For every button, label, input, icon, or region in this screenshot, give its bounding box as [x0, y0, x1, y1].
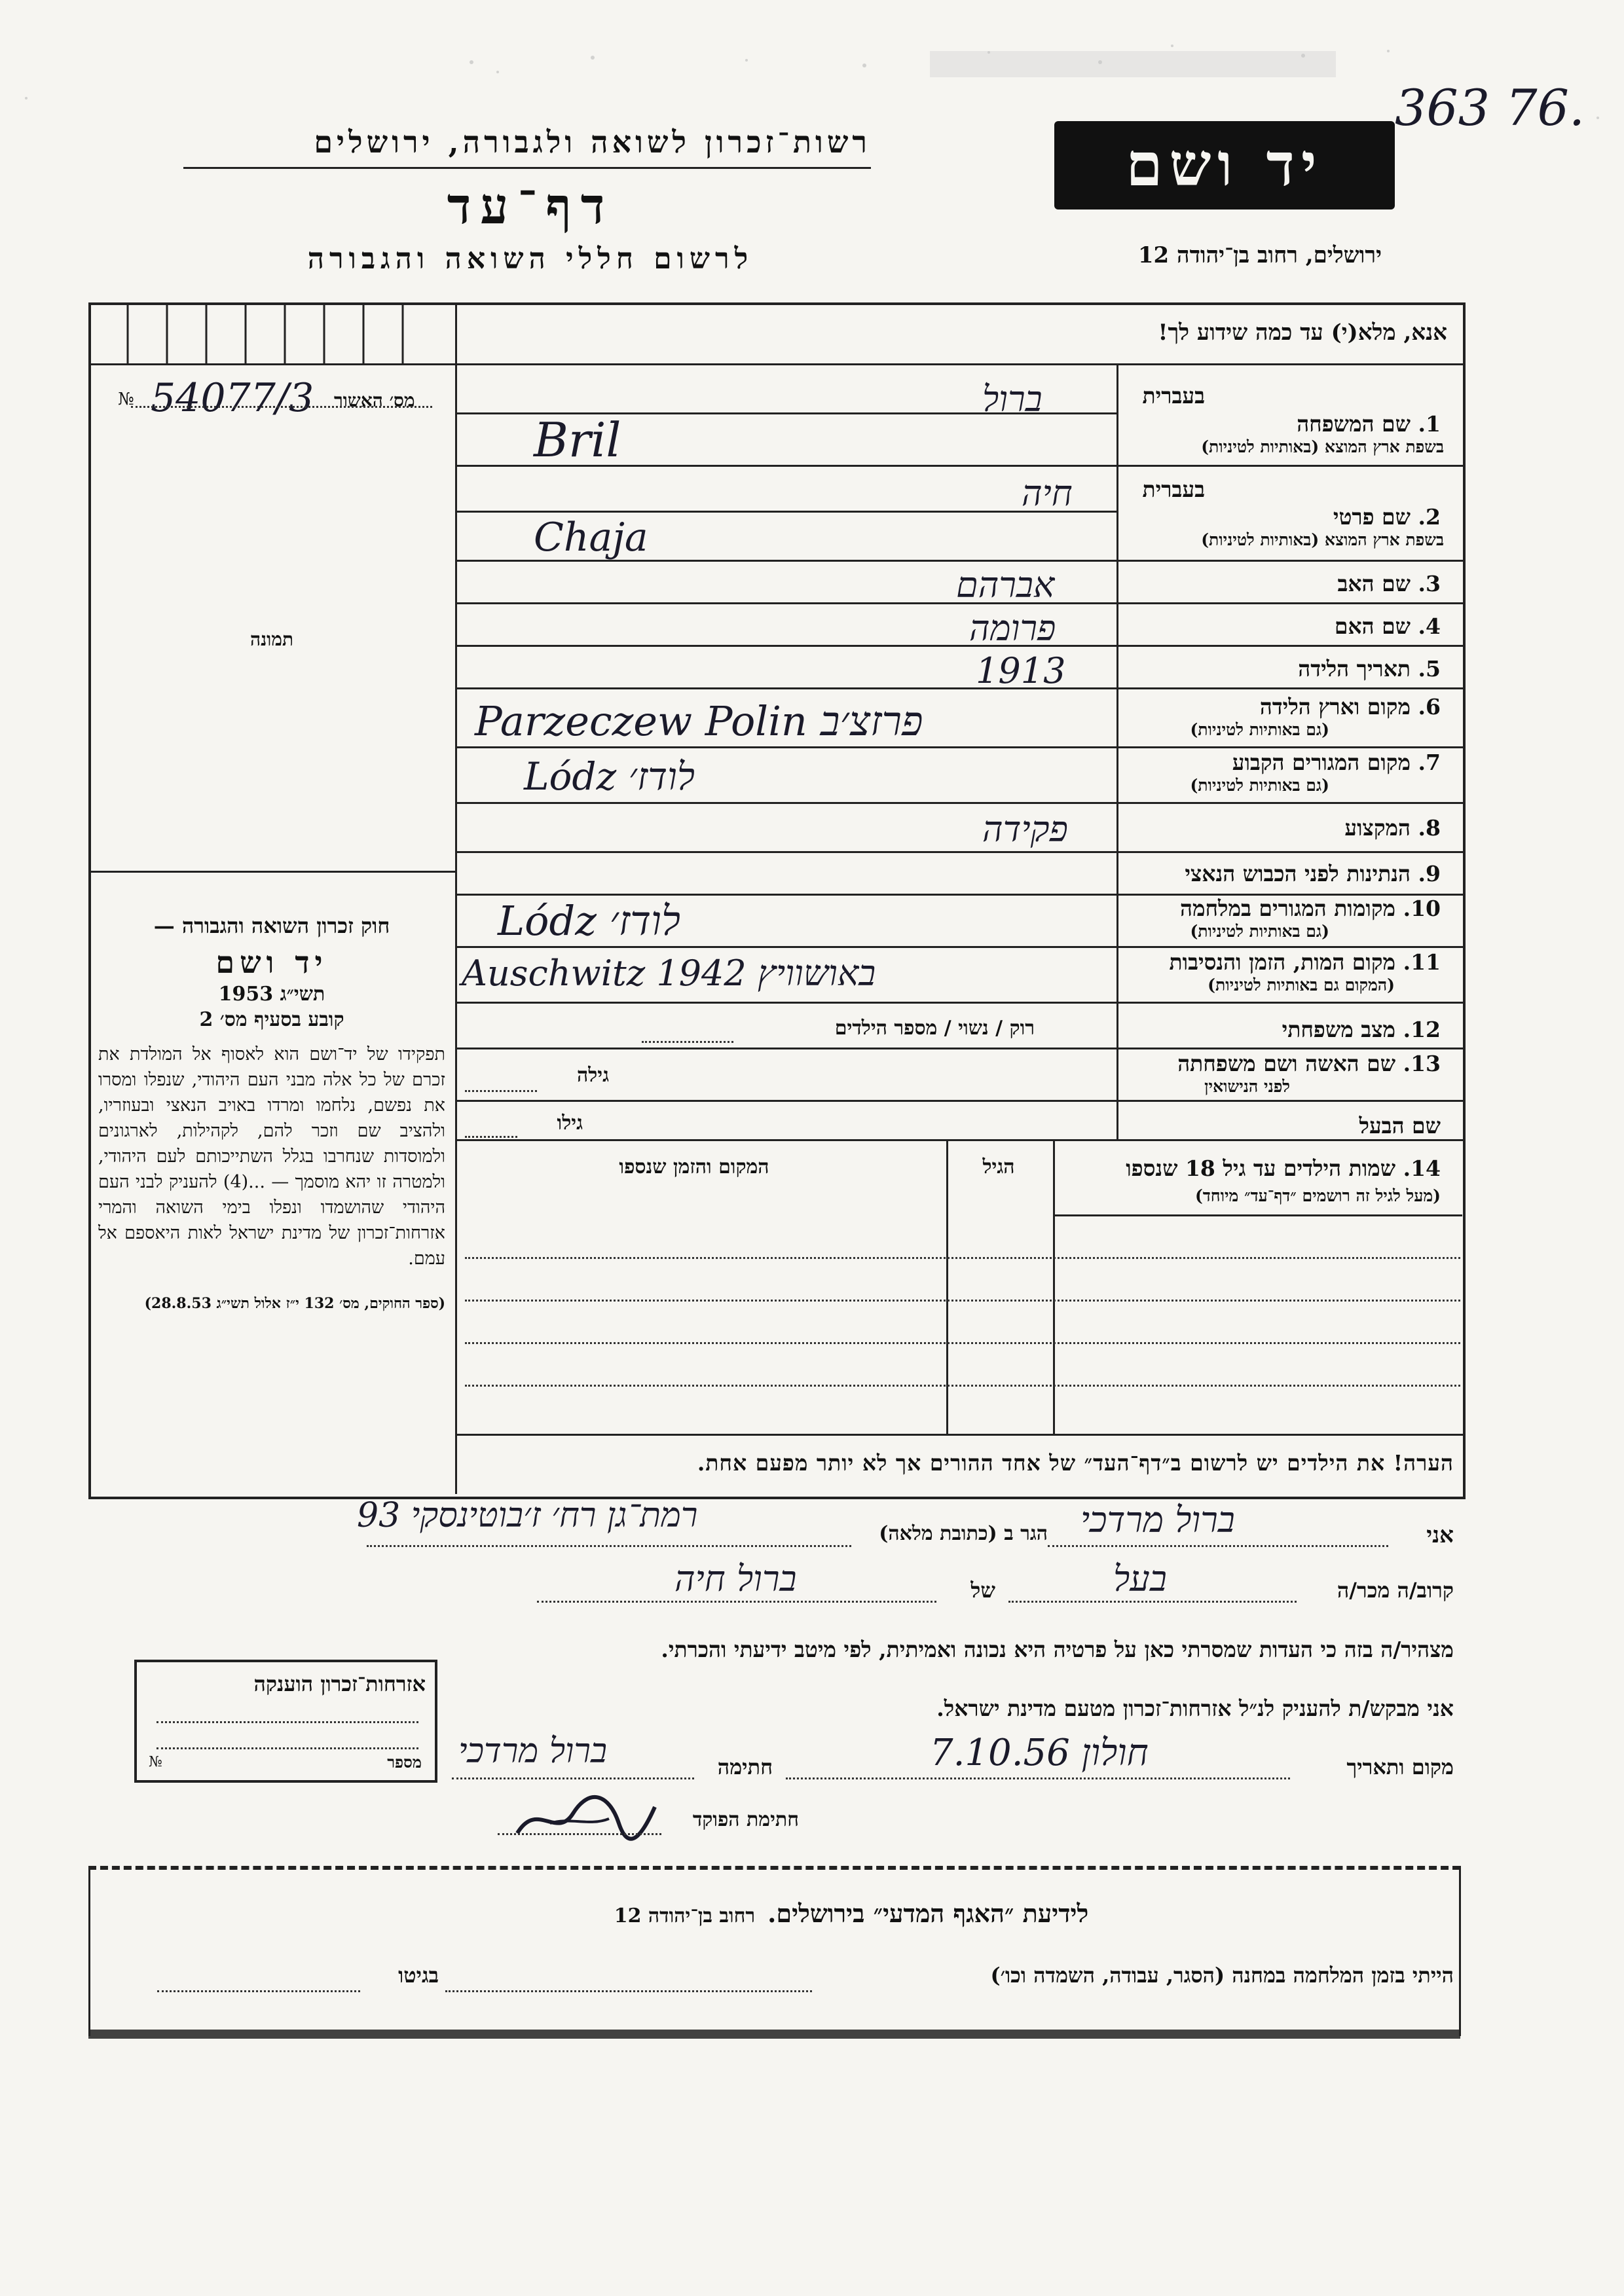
- children-dots-3: [465, 1342, 1460, 1344]
- field-1-value-hebrew: ברול: [982, 378, 1043, 420]
- field-4-num: 4.: [1418, 613, 1441, 639]
- logo-text: יד ושם: [1126, 130, 1323, 200]
- husband-age-label: גילו: [557, 1112, 583, 1135]
- scan-cutoff: [88, 2030, 1460, 2039]
- field-3-label: [1283, 571, 1441, 597]
- of-dots: [537, 1601, 936, 1603]
- relation-value: בעל: [1113, 1558, 1167, 1599]
- row-line-2a: [455, 511, 1116, 513]
- of-value: ברול חיה: [674, 1558, 797, 1599]
- signature-value: ברול מרדכי: [458, 1732, 608, 1771]
- citizenship-dots-2: [157, 1747, 418, 1749]
- header-underline: [183, 167, 871, 169]
- header-subtitle: לרשום חללי השואה והגבורה: [307, 242, 754, 276]
- place-date-dots: [786, 1777, 1290, 1779]
- field-11-num: 11.: [1403, 949, 1441, 975]
- field-10-value: Lódz לודז׳: [498, 897, 681, 945]
- signature-dots: [452, 1777, 694, 1779]
- field-2-hebrew-label: בעברית: [1142, 477, 1205, 502]
- intro-underline: [455, 363, 1464, 365]
- children-note: (מעל לגיל זה רושמים ״דף־עד״ מיוחד): [1194, 1186, 1441, 1205]
- footer-right-border: [1459, 1866, 1461, 2036]
- declarant-address-dots: [367, 1545, 851, 1547]
- citizenship-number-label: מספר: [387, 1753, 422, 1772]
- footer-ghetto-label: בגיטו: [398, 1963, 439, 1988]
- law-year: תשי״ג 1953: [218, 983, 325, 1006]
- footer-ghetto-dots: [157, 1990, 360, 1992]
- children-bottom: [455, 1434, 1464, 1436]
- left-column-divider: [455, 302, 457, 1494]
- row-line-12: [455, 1048, 1464, 1049]
- husband-label: שם הבעל: [1359, 1113, 1441, 1139]
- field-12-label: [1244, 1017, 1441, 1043]
- citizenship-no-prefix: №: [149, 1754, 162, 1770]
- field-10-num: 10.: [1403, 896, 1441, 921]
- field-1-num: 1.: [1418, 411, 1441, 437]
- field-2-latin-note: בשפת ארץ המוצא (באותיות לטיניות): [1201, 530, 1444, 549]
- children-num: 14.: [1403, 1156, 1441, 1181]
- field-2-value-latin: Chaja: [534, 515, 648, 560]
- place-date-label: מקום ותאריך: [1346, 1755, 1454, 1779]
- photo-label: תמונה: [249, 629, 294, 650]
- certificate-no-prefix: №: [118, 390, 134, 409]
- children-dots-4: [465, 1385, 1460, 1387]
- field-9-num: 9.: [1418, 861, 1441, 886]
- field-13-age-dots: [465, 1090, 537, 1092]
- field-8-num: 8.: [1418, 815, 1441, 841]
- field-9-label: [1126, 861, 1441, 887]
- declarant-resides-label: הגר ב (כתובת מלאה): [879, 1522, 1048, 1545]
- officer-dots: [498, 1833, 661, 1835]
- field-7-label: [1179, 750, 1441, 776]
- field-8-label: [1310, 815, 1441, 841]
- field-6-num: 6.: [1418, 694, 1441, 720]
- row-line-13: [455, 1100, 1464, 1102]
- footer-address: רחוב בן־יהודה 12: [614, 1904, 756, 1927]
- relation-dots: [1008, 1601, 1297, 1603]
- field-1-value-latin: Bril: [534, 412, 621, 467]
- field-1-hebrew-label: בעברית: [1142, 383, 1205, 409]
- declarant-address-value: רמת־גן רח׳ ז׳בוטינסקי 93: [357, 1496, 698, 1535]
- row-line-14: [455, 1139, 1464, 1141]
- field-7-note: (גם באותיות לטיניות): [1190, 776, 1329, 795]
- field-4-label-text: שם האם: [1334, 613, 1411, 639]
- children-header-line: [1053, 1214, 1462, 1216]
- children-dots-2: [465, 1300, 1460, 1302]
- declarant-i-value: ברול מרדכי: [1080, 1499, 1235, 1540]
- field-10-label: [1130, 896, 1441, 922]
- note-text: הערה! את הילדים יש לרשום ב״דף־העד״ של אחד ההורים אך לא יותר מפעם אחת.: [697, 1450, 1454, 1476]
- field-13-label: [1126, 1051, 1441, 1077]
- field-2-num: 2.: [1418, 504, 1441, 530]
- field-13-label-text: שם האשה ושם משפחתה: [1177, 1051, 1396, 1076]
- field-3-label-text: שם האב: [1337, 571, 1411, 596]
- row-line-5: [455, 687, 1464, 689]
- law-source: (ספר החוקים, מס׳ 132 י״ז אלול תשי״ג 28.8.53): [144, 1295, 445, 1312]
- field-3-num: 3.: [1418, 571, 1441, 596]
- husband-age-dots: [465, 1136, 517, 1138]
- children-label-text: שמות הילדים עד גיל 18 שנספו: [1126, 1156, 1396, 1181]
- row-line-8: [455, 851, 1464, 853]
- children-col-place: המקום והזמן שנספו: [619, 1156, 769, 1178]
- field-11-note: (המקום גם באותיות לטיניות): [1208, 975, 1395, 994]
- field-9-label-text: הנתינות לפני הכבוש הנאצי: [1185, 861, 1411, 886]
- field-11-label: [1130, 949, 1441, 975]
- officer-label: חתימת הפוקד: [692, 1808, 799, 1831]
- field-6-label: [1205, 694, 1441, 720]
- law-clause: קובע בסעיף מס׳ 2: [199, 1008, 344, 1031]
- signature-label: חתימה: [717, 1755, 773, 1779]
- of-label: של: [970, 1578, 995, 1603]
- field-12-num: 12.: [1403, 1017, 1441, 1042]
- request-text: אני מבקש/ת להעניק לנ״ל אזרחות־זכרון מטעם מדינת ישראל.: [936, 1696, 1454, 1721]
- field-5-num: 5.: [1418, 656, 1441, 682]
- field-5-label: [1257, 656, 1441, 682]
- header-address: ירושלים, רחוב בן־יהודה 12: [1137, 242, 1382, 268]
- field-12-label-text: מצב משפחתי: [1282, 1017, 1396, 1042]
- citizenship-dots-1: [157, 1721, 418, 1723]
- field-5-label-text: תאריך הלידה: [1298, 656, 1411, 682]
- footer-heading: [458, 1899, 1244, 1929]
- bottom-separator: [88, 1866, 1460, 1870]
- field-7-value: Lódz לודז׳: [524, 754, 695, 799]
- field-6-label-text: מקום וארץ הלידה: [1259, 694, 1411, 720]
- yad-vashem-logo: [1054, 121, 1395, 210]
- footer-camp-dots: [445, 1990, 812, 1992]
- field-7-label-text: מקום המגורים הקבוע: [1232, 750, 1411, 775]
- field-1-label: [1251, 411, 1441, 437]
- header-authority: רשות־זכרון לשואה ולגבורה, ירושלים: [314, 124, 871, 160]
- children-col-2: [1053, 1139, 1055, 1434]
- law-block: [98, 913, 445, 1313]
- field-5-value: 1913: [976, 650, 1066, 691]
- declarant-i-label: אני: [1426, 1522, 1454, 1548]
- certificate-number: 54077/3: [151, 375, 314, 421]
- header-title: דף־עד: [447, 177, 614, 235]
- row-line-11: [455, 1002, 1464, 1004]
- row-line-4: [455, 645, 1464, 647]
- label-column-divider: [1116, 363, 1118, 1139]
- field-8-value: פקידה: [982, 809, 1068, 850]
- field-13-age-label: גילה: [576, 1064, 609, 1087]
- field-4-label: [1283, 613, 1441, 640]
- scan-noise: [0, 0, 1624, 131]
- children-dots-1: [465, 1257, 1460, 1259]
- field-10-note: (גם באותיות לטיניות): [1190, 922, 1329, 941]
- officer-signature: [511, 1787, 661, 1846]
- field-13-num: 13.: [1403, 1051, 1441, 1076]
- certificate-label: מס׳ האשור: [334, 390, 415, 411]
- field-12-dots: [642, 1041, 733, 1043]
- field-7-num: 7.: [1418, 750, 1441, 775]
- citizenship-title: אזרחות־זכרון הוענקה: [253, 1671, 426, 1696]
- law-heading: חוק זכרון השואה והגבורה —: [153, 913, 390, 938]
- cells-strip: [88, 302, 455, 365]
- field-1-label-text: שם המשפחה: [1297, 411, 1411, 437]
- children-col-age: הגיל: [982, 1156, 1015, 1178]
- field-2-value-hebrew: חיה: [1022, 473, 1073, 514]
- field-8-label-text: המקצוע: [1344, 815, 1411, 841]
- certificate-box: [105, 376, 445, 468]
- citizenship-box: [134, 1660, 437, 1783]
- intro-text: אנא, מלא(י) עד כמה שידוע לך!: [1158, 319, 1447, 346]
- field-13-note: לפני הנישואין: [1204, 1077, 1290, 1096]
- field-12-options: רוק / נשוי / מספר הילדים: [834, 1017, 1035, 1040]
- certificate-dots: [131, 406, 432, 408]
- children-col-1: [946, 1139, 948, 1434]
- field-6-value: Parzeczew Polin פרזצ׳ב: [475, 697, 923, 745]
- footer-left-border: [88, 1866, 90, 2036]
- field-1-latin-note: בשפת ארץ המוצא (באותיות לטיניות): [1201, 437, 1444, 456]
- field-10-label-text: מקומות המגורים במלחמה: [1179, 896, 1396, 921]
- declaration-text: מצהיר/ה בזה כי העדות שמסרתי כאן על פרטיה היא נכונה ואמיתית, לפי מיטב ידיעתי והכרתי.: [661, 1637, 1454, 1662]
- relative-label: קרוב/ה מכר/ה: [1337, 1578, 1454, 1603]
- place-date-value: חולון 7.10.56: [930, 1732, 1149, 1774]
- footer-title: לידיעת ״האגף המדעי״ בירושלים.: [767, 1899, 1089, 1928]
- field-6-note: (גם באותיות לטיניות): [1190, 720, 1329, 739]
- row-line-7: [455, 802, 1464, 804]
- field-11-label-text: מקום המות, הזמן והנסיבות: [1169, 949, 1396, 975]
- corner-number: 363 76.: [1395, 79, 1585, 137]
- law-text: תפקידו של יד־ושם הוא לאסוף אל המולדת את זכרם של כל אלה מבני העם היהודי, שנפלו ומסרו את נפשם, נלחמו ומרדו באויב הנאצי ובעוזריו, ולהציב שם וזכר להם, לקהילות, לארגונים ולמוסדות שנחרבו בגלל השתייכותם לעם היהודי, ולמטרה זו יהא מוסמך — ...(4) להעניק לבני העם היהודי שהושמדו ונפלו בימי השואה והמרי אזרחות־זכרון של מדינת ישראל לאות היאספם אל עמם.: [98, 1044, 445, 1269]
- field-2-label: [1283, 504, 1441, 530]
- field-2-label-text: שם פרטי: [1333, 504, 1411, 530]
- row-line-10: [455, 946, 1464, 948]
- children-label: [1061, 1156, 1441, 1182]
- photo-box-bottom: [88, 871, 455, 873]
- field-3-value: אברהם: [956, 564, 1055, 606]
- law-name: יד ושם: [215, 945, 328, 980]
- declarant-i-dots: [1048, 1545, 1388, 1547]
- field-4-value: פרומה: [969, 608, 1056, 649]
- row-line-6: [455, 746, 1464, 748]
- field-11-value: Auschwitz 1942 באושוויץ: [462, 953, 876, 994]
- footer-line1: הייתי בזמן המלחמה במחנה (הסגר, עבודה, השמדה וכו׳): [990, 1963, 1454, 1988]
